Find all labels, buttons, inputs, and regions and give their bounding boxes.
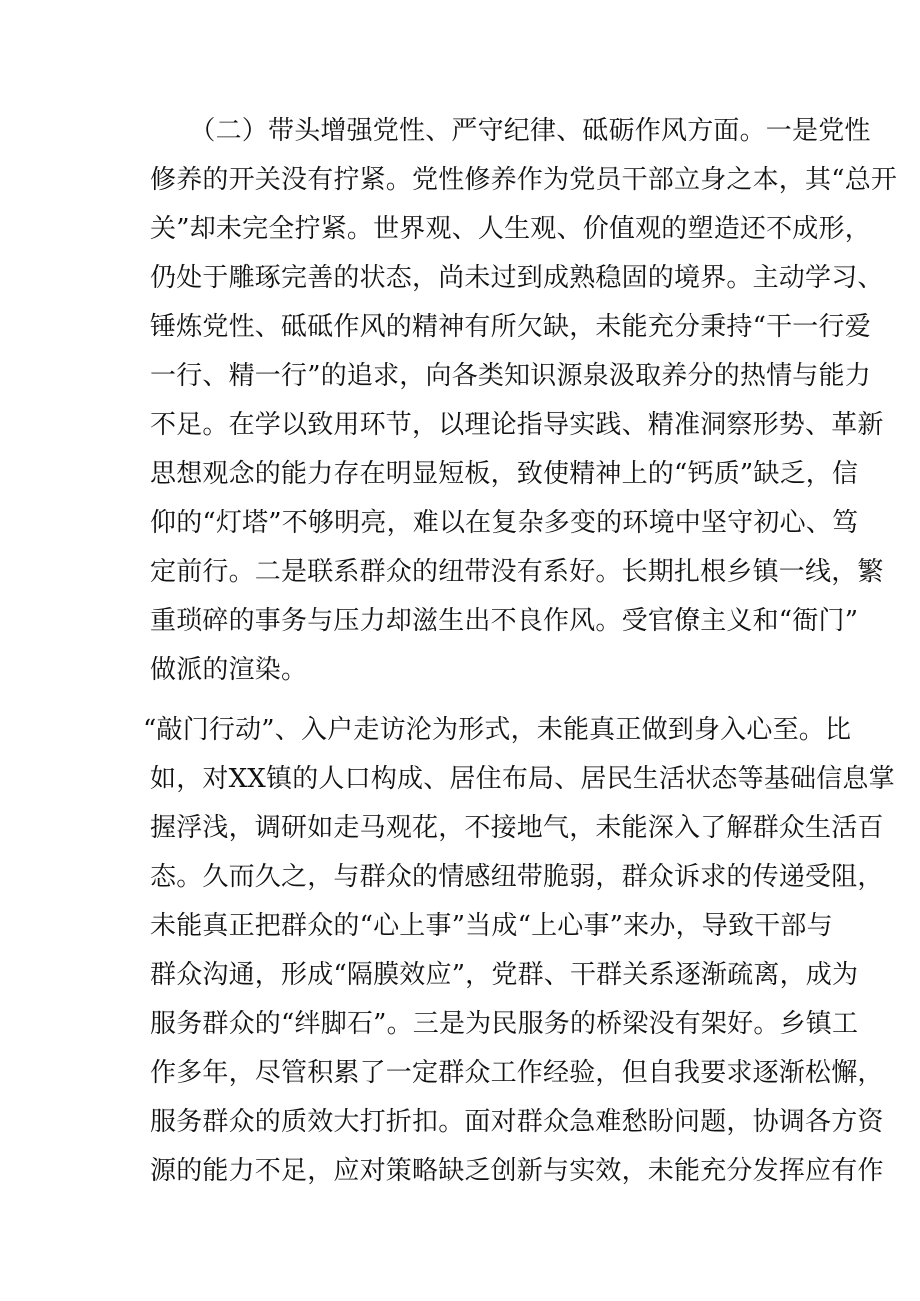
paragraph-line: （二）带头增强党性、严守纪律、砥砺作风方面。一是党性 — [150, 116, 871, 146]
paragraph-line: 修养的开关没有拧紧。党性修养作为党员干部立身之本，其“总开 — [150, 165, 898, 195]
paragraph-line: 关”却未完全拧紧。世界观、人生观、价值观的塑造还不成形， — [150, 214, 871, 244]
paragraph-line: 如，对XX镇的人口构成、居住布局、居民生活状态等基础信息掌 — [150, 764, 895, 794]
paragraph-line: 服务群众的“绊脚石”。三是为民服务的桥梁没有架好。乡镇工 — [150, 1009, 859, 1039]
paragraph-line: 一行、精一行”的追求，向各类知识源泉汲取养分的热情与能力 — [150, 361, 871, 391]
paragraph-line: 态。久而久之，与群众的情感纽带脆弱，群众诉求的传递受阻， — [150, 862, 884, 892]
paragraph-line: 服务群众的质效大打折扣。面对群众急难愁盼问题，协调各方资 — [150, 1107, 884, 1137]
paragraph-line: 群众沟通，形成“隔膜效应”，党群、干群关系逐渐疏离，成为 — [150, 960, 859, 990]
paragraph-line: 仍处于雕琢完善的状态，尚未过到成熟稳固的境界。主动学习、 — [150, 263, 884, 293]
paragraph-line: 仰的“灯塔”不够明亮，难以在复杂多变的环境中坚守初心、笃 — [150, 508, 859, 538]
paragraph-line: 定前行。二是联系群众的纽带没有系好。长期扎根乡镇一线，繁 — [150, 557, 884, 587]
paragraph-line: 未能真正把群众的“心上事”当成“上心事”来办，导致干部与 — [150, 911, 833, 941]
paragraph-line: 锤炼党性、砥砥作风的精神有所欠缺，未能充分秉持“干一行爱 — [150, 312, 871, 342]
paragraph-line: 握浮浅，调研如走马观花，不接地气，未能深入了解群众生活百 — [150, 813, 884, 843]
paragraph-line: 思想观念的能力存在明显短板，致使精神上的“钙质”缺乏，信 — [150, 459, 859, 489]
paragraph-line: 源的能力不足，应对策略缺乏创新与实效，未能充分发挥应有作 — [150, 1156, 884, 1186]
paragraph-line: 重琐碎的事务与压力却滋生出不良作风。受官僚主义和“衙门” — [150, 606, 859, 636]
paragraph-line: 不足。在学以致用环节，以理论指导实践、精准洞察形势、革新 — [150, 410, 884, 440]
paragraph-line: 作多年，尽管积累了一定群众工作经验，但自我要求逐渐松懈， — [150, 1058, 884, 1088]
paragraph-line: “敲门行动”、入户走访沦为形式，未能真正做到身入心至。比 — [143, 715, 852, 745]
paragraph-line: 做派的渲染。 — [150, 655, 308, 685]
